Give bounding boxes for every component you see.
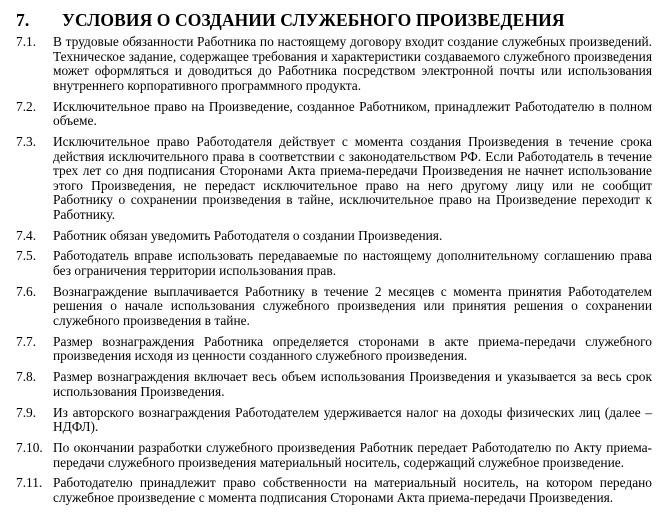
clause-text: Исключительное право на Произведение, созданное Работником, принадлежит Работодателю в полном объеме. [53, 98, 652, 129]
clause-number: 7.11. [16, 475, 43, 491]
clause-text: Исключительное право Работодателя действует с момента создания Произведения в течение срока действия исключительного права в соответствии с законодательством РФ. Если Работодатель в течение трех лет со дня подписания Сторонами Акта приема-передачи Произведения не начнет использование этого Произведения, не передаст исключительное право на него другому лицу или не сообщит Работнику о сохранении произведения в тайне, исключительное право на Произведение переходит к Работнику. [53, 133, 652, 222]
clause-text: Размер вознаграждения Работника определяется сторонами в акте приема-передачи служебного произведения исходя из ценности созданного служебного произведения. [53, 333, 652, 364]
clause-7-10 [16, 441, 652, 470]
clause-text: Размер вознаграждения включает весь объем использования Произведения и указывается за весь срок использования Произведения. [53, 369, 652, 399]
clause-number: 7.9. [16, 404, 37, 420]
clause-number: 7.4. [16, 227, 37, 243]
clause-number: 7.5. [16, 248, 37, 264]
clause-text: Вознаграждение выплачивается Работнику в течение 2 месяцев с момента принятия Работодателем решения о начале использования служебного произведения или принятия решения о сохранении служебного произведения в тайне. [53, 283, 652, 329]
clause-7-5 [16, 249, 652, 278]
clause-text: В трудовые обязанности Работника по настоящему договору входит создание служебных произведений. Техническое задание, содержащее требования и характеристики создаваемого служебного произведения может оформляться и доводиться до Работника посредством электронной почты или использования внутреннего корпоративного программного продукта. [53, 34, 652, 93]
clause-7-4 [16, 229, 652, 244]
clause-number: 7.7. [16, 333, 37, 349]
section-heading [16, 9, 652, 31]
clause-number: 7.10. [16, 439, 43, 455]
clause-text: По окончании разработки служебного произведения Работник передает Работодателю по Акту приема-передачи служебного произведения материальный носитель, содержащий служебное произведение. [53, 439, 652, 470]
clause-7-1 [16, 35, 652, 93]
section-title: УСЛОВИЯ О СОЗДАНИИ СЛУЖЕБНОГО ПРОИЗВЕДЕНИЯ [62, 10, 565, 30]
clause-7-9 [16, 406, 652, 435]
clause-text: Из авторского вознаграждения Работодателем удерживается налог на доходы физических лиц (далее – НДФЛ). [53, 404, 652, 435]
section-number: 7. [16, 10, 30, 30]
clause-7-8 [16, 370, 652, 399]
clause-number: 7.1. [16, 34, 37, 49]
clause-7-3 [16, 135, 652, 223]
clause-text: Работодателю принадлежит право собственности на материальный носитель, на котором передано служебное произведение с момента подписания Сторонами Акта приема-передачи Произведения. [53, 475, 652, 505]
clause-number: 7.6. [16, 283, 37, 299]
clause-7-6 [16, 285, 652, 329]
clause-7-2 [16, 100, 652, 129]
clause-number: 7.8. [16, 369, 37, 385]
clause-text: Работодатель вправе использовать передаваемые по настоящему дополнительному соглашению права без ограничения территории использования прав. [53, 248, 652, 279]
clause-text: Работник обязан уведомить Работодателя о создании Произведения. [53, 227, 443, 243]
clause-number: 7.3. [16, 133, 37, 149]
clause-7-7 [16, 335, 652, 364]
clause-list [16, 35, 652, 506]
clause-7-11 [16, 476, 652, 505]
clause-number: 7.2. [16, 98, 37, 114]
